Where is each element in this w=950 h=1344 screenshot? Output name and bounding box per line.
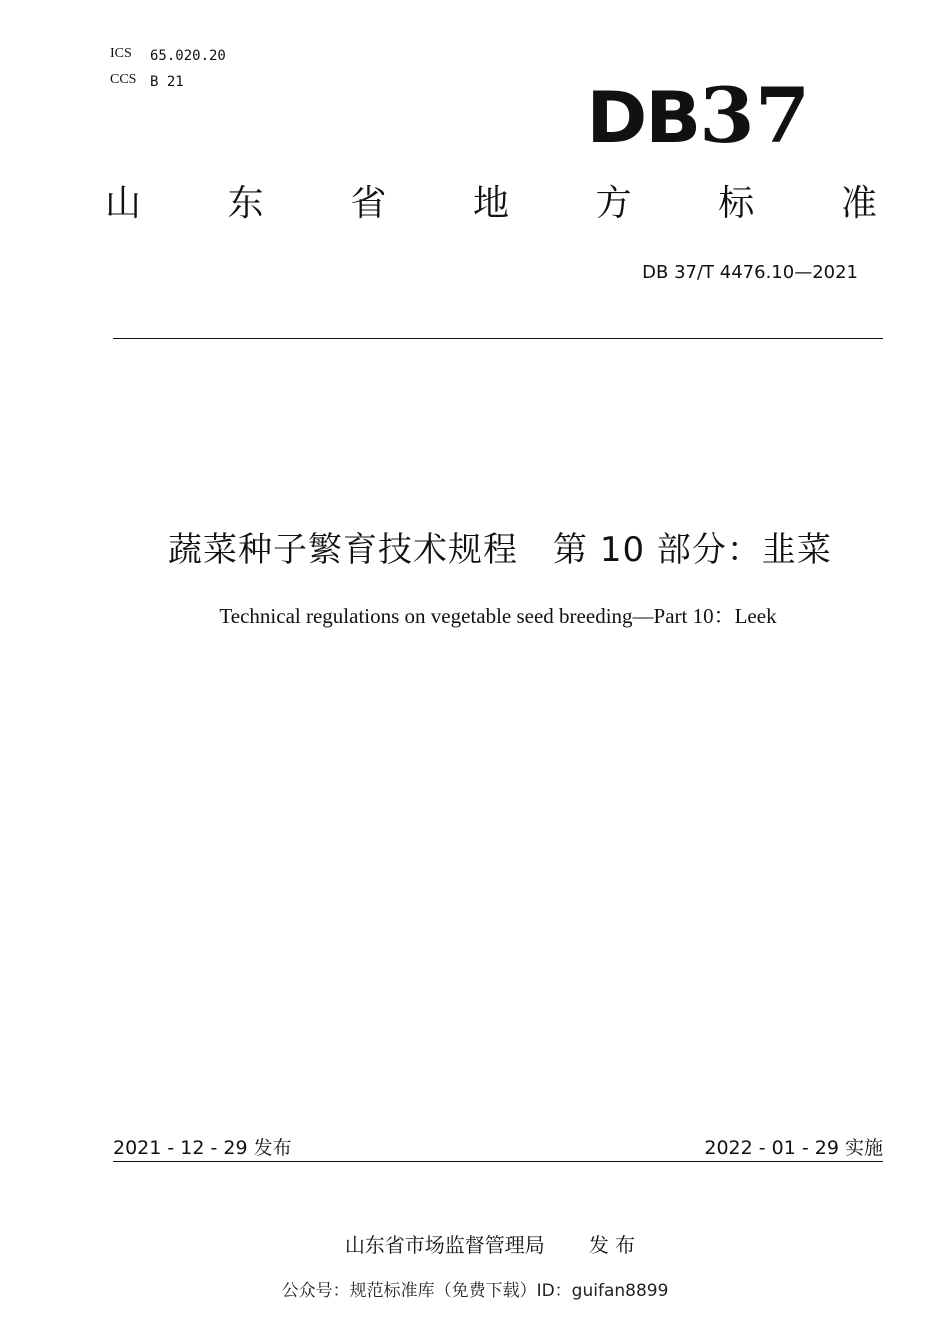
category-char: 山: [105, 183, 142, 224]
ccs-label: CCS: [110, 72, 137, 87]
ics-value: 65.020.20: [150, 48, 226, 64]
issuer-action: 发 布: [588, 1233, 636, 1257]
logo-letters: DB: [586, 77, 699, 159]
title-chinese: 蔬菜种子繁育技术规程 第 10 部分：韭菜: [168, 530, 832, 570]
issuer: [0, 1229, 950, 1258]
implementation-date: 2022 - 01 - 29 实施: [704, 1137, 883, 1159]
header-divider: [113, 338, 883, 339]
issue-date: 2021 - 12 - 29 发布: [113, 1137, 292, 1159]
issuer-name: 山东省市场监督管理局: [344, 1233, 545, 1257]
category-char: 准: [840, 183, 877, 224]
standard-number: DB 37/T 4476.10—2021: [642, 262, 858, 283]
category-char: 地: [472, 183, 509, 224]
standard-category: [105, 183, 877, 224]
title-english: Technical regulations on vegetable seed breeding—Part 10：Leek: [219, 604, 777, 628]
logo-number: 37: [698, 71, 810, 160]
category-char: 标: [718, 183, 755, 224]
category-char: 方: [595, 183, 632, 224]
ccs-value: B 21: [150, 74, 184, 90]
ics-label: ICS: [110, 46, 132, 61]
watermark-text: 公众号：规范标准库（免费下载）ID：guifan8899: [281, 1281, 669, 1301]
category-char: 东: [227, 183, 264, 224]
footer-divider: [113, 1161, 883, 1162]
category-char: 省: [350, 183, 387, 224]
db37-logo: [586, 71, 810, 160]
